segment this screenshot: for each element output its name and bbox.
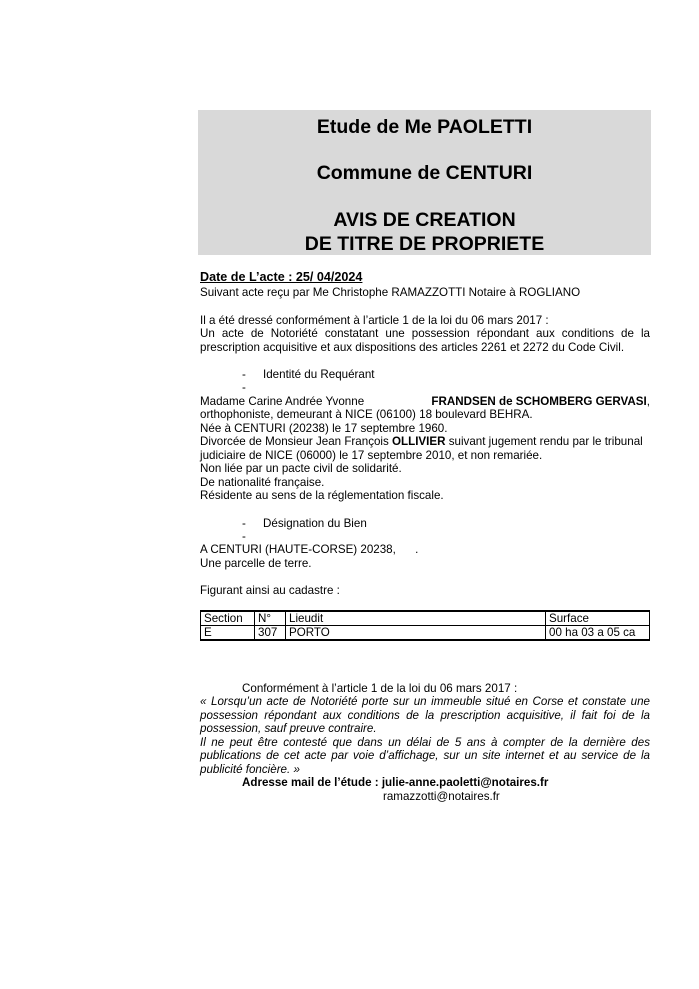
quote-line-2: possession répondant aux conditions de la prescription acquisitive, il fait foi de la bbox=[200, 709, 650, 722]
notice-title-line1: AVIS DE CREATION bbox=[333, 209, 516, 231]
requerant-heading: Identité du Requérant bbox=[263, 368, 375, 381]
requerant-name: FRANDSEN de SCHOMBERG GERVASI bbox=[431, 395, 647, 408]
quote-line-3: possession, sauf preuve contraire. bbox=[200, 722, 377, 735]
acte-date: Date de L’acte : 25/ 04/2024 bbox=[200, 270, 363, 284]
bien-description: Une parcelle de terre. bbox=[200, 557, 312, 570]
header-surface: Surface bbox=[546, 611, 650, 626]
requerant-judgement: judiciaire de NICE (06000) le 17 septembre 2010, et non remariée. bbox=[200, 449, 543, 462]
divorce-prefix: Divorcée de Monsieur Jean François bbox=[200, 435, 393, 448]
bien-heading: Désignation du Bien bbox=[263, 517, 367, 530]
quote-line-5: publications de cet acte par voie d’affichage, sur un site internet et au service de la bbox=[200, 749, 650, 762]
intro-line-2: Un acte de Notoriété constatant une possession répondant aux conditions de la bbox=[200, 327, 650, 340]
cell-lieudit: PORTO bbox=[286, 626, 546, 641]
requerant-birth: Née à CENTURI (20238) le 17 septembre 1960. bbox=[200, 422, 448, 435]
requerant-dash: - bbox=[242, 368, 246, 381]
header-section: Section bbox=[201, 611, 255, 626]
etude-title: Etude de Me PAOLETTI bbox=[316, 116, 533, 138]
cadastre-header-row bbox=[201, 611, 650, 626]
cell-section: E bbox=[201, 626, 255, 641]
table-row bbox=[201, 626, 650, 641]
cadastre-table bbox=[200, 610, 650, 641]
bien-location: A CENTURI (HAUTE-CORSE) 20238, . bbox=[200, 543, 419, 556]
requerant-comma: , bbox=[646, 395, 650, 408]
cell-number: 307 bbox=[255, 626, 286, 641]
quote-line-1: « Lorsqu’un acte de Notoriété porte sur un immeuble situé en Corse et constate une bbox=[200, 695, 650, 708]
header-lieudit: Lieudit bbox=[286, 611, 546, 626]
requerant-pacs: Non liée par un pacte civil de solidarité. bbox=[200, 462, 402, 475]
conformement-intro: Conformément à l’article 1 de la loi du 06 mars 2017 : bbox=[242, 682, 518, 695]
requerant-prefix: Madame Carine Andrée Yvonne bbox=[200, 395, 365, 408]
notice-header bbox=[198, 110, 651, 255]
requerant-identity-line bbox=[200, 395, 650, 409]
requerant-nationality: De nationalité française. bbox=[200, 476, 325, 489]
notice-title-line2: DE TITRE DE PROPRIETE bbox=[304, 233, 545, 255]
bien-dash-2: - bbox=[242, 530, 246, 543]
commune-title: Commune de CENTURI bbox=[316, 162, 533, 184]
quote-line-4: Il ne peut être contesté que dans un délai de 5 ans à compter de la dernière des bbox=[200, 736, 650, 749]
quote-line-6: publicité foncière. » bbox=[200, 763, 300, 776]
cadastre-intro: Figurant ainsi au cadastre : bbox=[200, 584, 340, 597]
requerant-residence: Résidente au sens de la réglementation fiscale. bbox=[200, 489, 444, 502]
contact-email-label: Adresse mail de l’étude : julie-anne.paoletti@notaires.fr bbox=[242, 776, 549, 789]
requerant-profession: orthophoniste, demeurant à NICE (06100) 18 boulevard BEHRA. bbox=[200, 408, 533, 421]
requerant-dash-2: - bbox=[242, 381, 246, 394]
header-number: N° bbox=[255, 611, 286, 626]
ex-spouse-name: OLLIVIER bbox=[392, 435, 446, 448]
requerant-divorce bbox=[200, 435, 643, 449]
bien-dash: - bbox=[242, 517, 246, 530]
cell-surface: 00 ha 03 a 05 ca bbox=[546, 626, 650, 641]
intro-line-3: prescription acquisitive et aux dispositions des articles 2261 et 2272 du Code Civil. bbox=[200, 341, 625, 354]
acte-received: Suivant acte reçu par Me Christophe RAMAZZOTTI Notaire à ROGLIANO bbox=[200, 286, 581, 299]
divorce-suffix: suivant jugement rendu par le tribunal bbox=[445, 435, 643, 448]
contact-email-secondary: ramazzotti@notaires.fr bbox=[383, 790, 500, 803]
intro-line-1: Il a été dressé conformément à l’article 1 de la loi du 06 mars 2017 : bbox=[200, 314, 549, 327]
